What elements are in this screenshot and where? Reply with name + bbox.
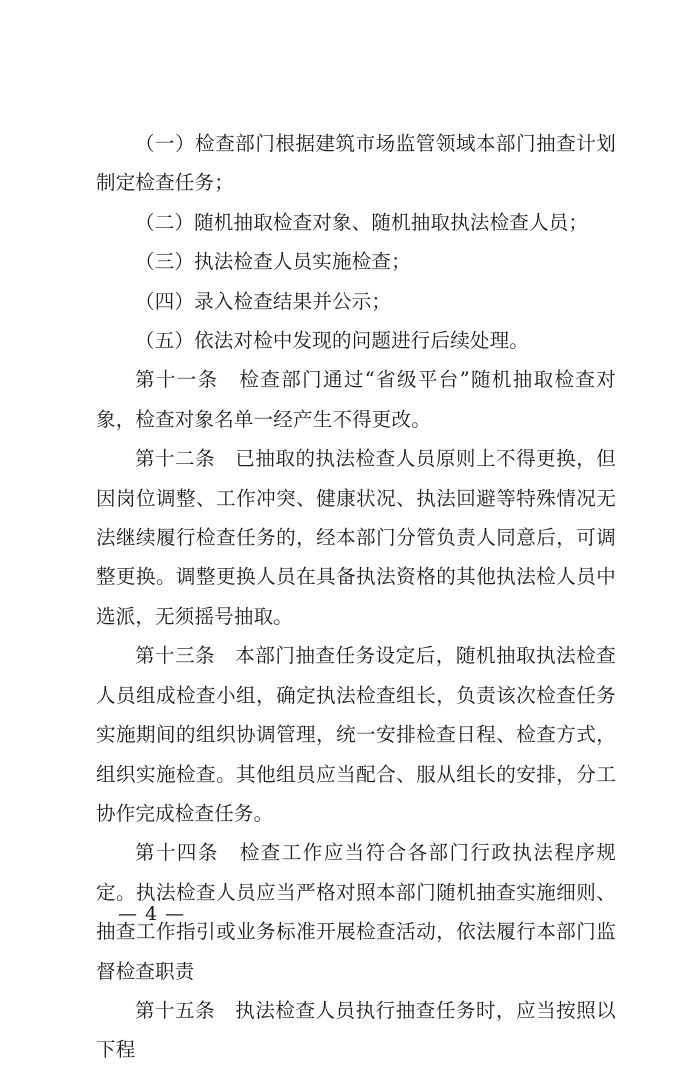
article-15: 第十五条 执法检查人员执行抽查任务时，应当按照以下程 (96, 998, 616, 1062)
document-body (96, 124, 616, 1070)
list-item-2: （二）随机抽取检查对象、随机抽取执法检查人员； (135, 210, 589, 234)
article-13: 第十三条 本部门抽查任务设定后，随机抽取执法检查人员组成检查小组，确定执法检查组长，负责该次检查任务实施期间的组织协调管理，统一安排检查日程、检查方式，组织实施检查。其他组员应当配合、服从组长的安排，分工协作完成检查任务。 (96, 644, 616, 825)
list-item-1: （一）检查部门根据建筑市场监管领域本部门抽查计划制定检查任务； (96, 132, 616, 195)
list-item-5: （五）依法对检中发现的问题进行后续处理。 (135, 329, 530, 353)
article-11: 第十一条 检查部门通过“省级平台”随机抽取检查对象，检查对象名单一经产生不得更改。 (96, 368, 616, 431)
list-item-4: （四）录入检查结果并公示； (135, 289, 392, 313)
list-item-3: （三）执法检查人员实施检查； (135, 250, 411, 274)
article-12: 第十二条 已抽取的执法检查人员原则上不得更换，但因岗位调整、工作冲突、健康状况、执法回避等特殊情况无法继续履行检查任务的，经本部门分管负责人同意后，可调整更换。调整更换人员在具备执法资格的其他执法检人员中选派，无须摇号抽取。 (96, 447, 616, 628)
article-14: 第十四条 检查工作应当符合各部门行政执法程序规定。执法检查人员应当严格对照本部门随机抽查实施细则、抽查工作指引或业务标准开展检查活动，依法履行本部门监督检查职责 (96, 841, 616, 983)
page-number: — 4 — (118, 903, 186, 925)
